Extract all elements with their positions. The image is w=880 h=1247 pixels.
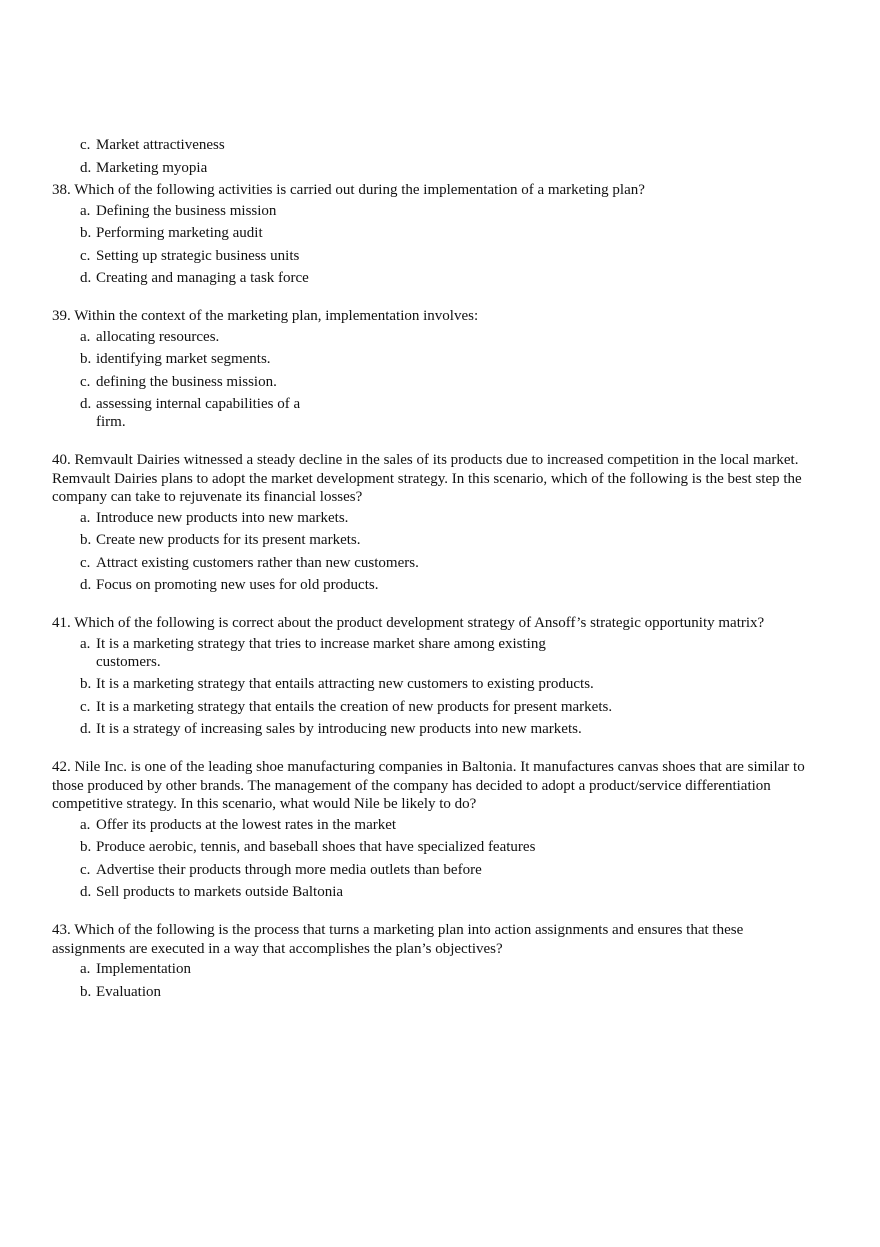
answer-options [52,960,820,1001]
option-text: Introduce new products into new markets. [96,509,349,526]
option [80,816,820,834]
option-text: assessing internal capabilities of a firm. [96,396,301,430]
question-stem: 42. Nile Inc. is one of the leading shoe manufacturing companies in Baltonia. It manufactures canvas shoes that are similar to those produced by other brands. The management of the company has decided to adopt a product/service differentiation competitive strategy. In this scenario, what would Nile be likely to do? [52,759,805,812]
answer-options [52,202,820,288]
option-text: Setting up strategic business units [96,247,300,264]
option [80,576,820,594]
question-42 [52,758,820,901]
option-text: Creating and managing a task force [96,270,309,286]
option [80,350,820,368]
option [80,698,820,716]
answer-options [52,509,820,595]
option [80,883,820,901]
option-letter: a. [80,202,91,219]
option-letter: b. [80,225,92,241]
option-letter: c. [80,554,91,571]
option [80,159,820,177]
option [80,224,820,242]
option-text: Evaluation [96,983,161,1000]
question-38 [52,181,820,287]
option-text: defining the business mission. [96,373,277,390]
answer-options [52,328,820,432]
option [80,395,820,431]
question-43 [52,921,820,1001]
option-text: Implementation [96,961,191,977]
continued-options [52,136,820,177]
option-text: identifying market segments. [96,351,271,367]
option-text: It is a strategy of increasing sales by introducing new products into new markets. [96,721,582,737]
option-text: It is a marketing strategy that entails the creation of new products for present markets. [96,698,613,715]
option [80,675,820,693]
option-text: Focus on promoting new uses for old products. [96,577,379,593]
option-letter: b. [80,983,92,1000]
question-39 [52,307,820,431]
option-letter: c. [80,247,91,264]
answer-options [52,635,820,739]
option-letter: c. [80,698,91,715]
option [80,635,820,671]
option [80,983,820,1001]
option-letter: b. [80,839,92,855]
option [80,960,820,978]
question-40 [52,451,820,594]
option-letter: d. [80,270,92,286]
option-text: Performing marketing audit [96,225,263,241]
option [80,531,820,549]
option-letter: d. [80,721,92,737]
option-text: Offer its products at the lowest rates in the market [96,816,397,833]
option [80,838,820,856]
option [80,247,820,265]
option-letter: a. [80,961,91,977]
option-letter: c. [80,373,91,390]
option-text: Sell products to markets outside Baltonia [96,884,344,900]
option-letter: d. [80,396,92,412]
option-letter: d. [80,577,92,593]
option-letter: c. [80,861,91,878]
option [80,861,820,879]
option-letter: b. [80,351,92,367]
option-letter: b. [80,532,92,548]
option-text: allocating resources. [96,328,220,345]
question-stem: 41. Which of the following is correct about the product development strategy of Ansoff’s strategic opportunity matrix? [52,615,765,631]
option-letter: d. [80,159,92,176]
option-text: It is a marketing strategy that entails attracting new customers to existing products. [96,676,594,692]
option-text: Attract existing customers rather than new customers. [96,554,419,571]
question-stem: 43. Which of the following is the process that turns a marketing plan into action assignments and ensures that these assignments are executed in a way that accomplishes the plan’s objectives? [52,922,744,957]
question-stem: 39. Within the context of the marketing plan, implementation involves: [52,308,479,324]
option [80,136,820,154]
option-letter: a. [80,816,91,833]
option-text: Advertise their products through more media outlets than before [96,861,482,878]
question-41 [52,614,820,738]
option-text: Produce aerobic, tennis, and baseball shoes that have specialized features [96,839,536,855]
option-text: It is a marketing strategy that tries to increase market share among existing customers. [96,635,546,670]
option-text: Marketing myopia [96,159,208,176]
option [80,554,820,572]
option [80,373,820,391]
option [80,720,820,738]
question-stem: 40. Remvault Dairies witnessed a steady decline in the sales of its products due to increased competition in the local market. Remvault Dairies plans to adopt the market development strategy. In this scenario, which of the following is the best step the company can take to rejuvenate its financial losses? [52,452,802,505]
option [80,202,820,220]
option-text: Market attractiveness [96,137,225,153]
answer-options [52,816,820,902]
option [80,509,820,527]
option-letter: a. [80,509,91,526]
option [80,328,820,346]
question-stem: 38. Which of the following activities is carried out during the implementation of a marketing plan? [52,182,645,198]
option-text: Defining the business mission [96,202,277,219]
option [80,269,820,287]
option-letter: a. [80,328,91,345]
option-letter: b. [80,676,92,692]
option-letter: c. [80,137,91,153]
option-text: Create new products for its present markets. [96,532,361,548]
option-letter: d. [80,884,92,900]
option-letter: a. [80,635,91,652]
